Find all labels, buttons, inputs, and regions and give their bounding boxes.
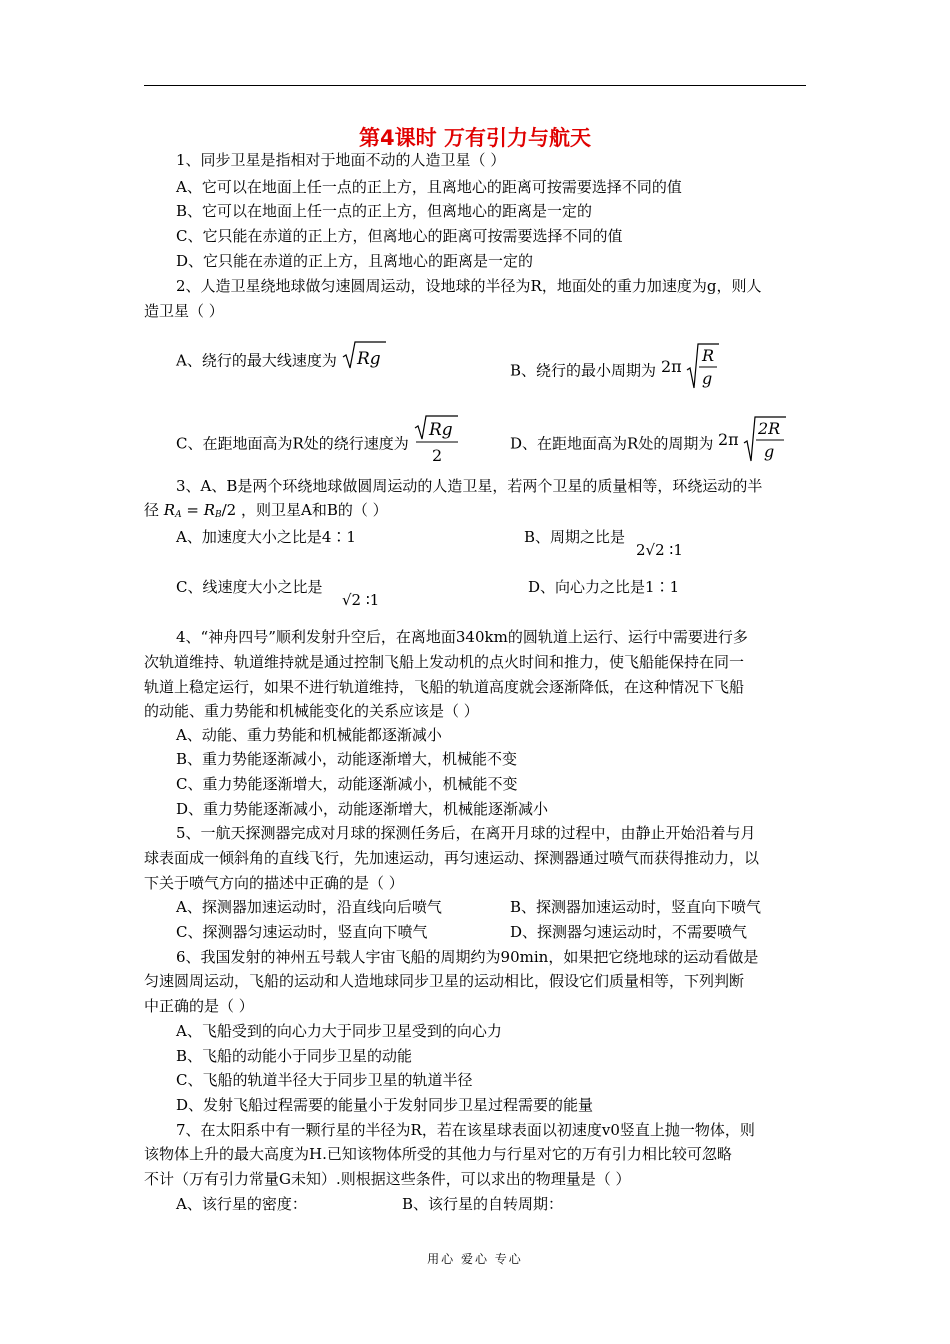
q6-option-b: B、飞船的动能小于同步卫星的动能 bbox=[176, 1047, 413, 1065]
denominator: g bbox=[701, 369, 713, 388]
q4-option-b: B、重力势能逐渐减小，动能逐渐增大，机械能不变 bbox=[176, 750, 518, 768]
q3-stem-line1: 3、A、B是两个环绕地球做圆周运动的人造卫星，若两个卫星的质量相等，环绕运动的半 bbox=[176, 477, 763, 495]
q5-option-b: B、探测器加速运动时，竖直向下喷气 bbox=[510, 898, 762, 916]
q1-option-d: D、它只能在赤道的正上方，且离地心的距离是一定的 bbox=[176, 252, 534, 270]
velocity-formula bbox=[414, 415, 460, 470]
q6-option-d: D、发射飞船过程需要的能量小于发射同步卫星过程需要的能量 bbox=[176, 1096, 594, 1114]
q6-option-a: A、飞船受到的向心力大于同步卫星受到的向心力 bbox=[176, 1022, 502, 1040]
q2-stem-line2: 造卫星（ ） bbox=[144, 302, 224, 320]
q5-stem-line2: 球表面成一倾斜角的直线飞行，先加速运动，再匀速运动、探测器通过喷气而获得推动力，以 bbox=[144, 849, 760, 867]
q4-option-c: C、重力势能逐渐增大，动能逐渐减小，机械能不变 bbox=[176, 775, 518, 793]
sqrt-content: Rg bbox=[356, 349, 381, 369]
q4-stem-line3: 轨道上稳定运行，如果不进行轨道维持，飞船的轨道高度就会逐渐降低，在这种情况下飞船 bbox=[144, 678, 745, 696]
period-formula bbox=[718, 415, 788, 470]
radical-sign-icon bbox=[414, 415, 460, 465]
denominator: g bbox=[764, 442, 775, 461]
numerator: 2R bbox=[758, 419, 781, 438]
q2-option-a-label: A、绕行的最大线速度为 bbox=[176, 351, 337, 370]
q6-stem-line2: 匀速圆周运动，飞船的运动和人造地球同步卫星的运动相比，假设它们质量相等，下列判断 bbox=[144, 972, 745, 990]
q4-stem-line1: 4、“神舟四号”顺利发射升空后，在离地面340km的圆轨道上运行、运行中需要进行多 bbox=[176, 628, 748, 646]
numerator: Rg bbox=[428, 420, 453, 440]
q5-option-d: D、探测器匀速运动时，不需要喷气 bbox=[510, 923, 748, 941]
q5-option-c: C、探测器匀速运动时，竖直向下喷气 bbox=[176, 923, 428, 941]
q3-option-a: A、加速度大小之比是4∶1 bbox=[176, 528, 356, 546]
radical-sign-icon bbox=[661, 342, 721, 392]
q5-stem-line3: 下关于喷气方向的描述中正确的是（ ） bbox=[144, 874, 404, 892]
q2-option-b-label: B、绕行的最小周期为 bbox=[510, 361, 657, 380]
q2-option-d-label: D、在距地面高为R处的周期为 bbox=[510, 434, 714, 453]
q3-option-b-value: 2√2 ∶1 bbox=[636, 541, 683, 559]
q1-option-c: C、它只能在赤道的正上方，但离地心的距离可按需要选择不同的值 bbox=[176, 227, 623, 245]
q7-option-b: B、该行星的自转周期： bbox=[402, 1195, 564, 1213]
q5-option-a: A、探测器加速运动时，沿直线向后喷气 bbox=[176, 898, 442, 916]
q3-stem-line2 bbox=[144, 500, 388, 525]
q5-stem-line1: 5、一航天探测器完成对月球的探测任务后，在离开月球的过程中，由静止开始沿着与月 bbox=[176, 824, 756, 842]
q1-option-b: B、它可以在地面上任一点的正上方，但离地心的距离是一定的 bbox=[176, 202, 593, 220]
q7-stem-line2: 该物体上升的最大高度为H.已知该物体所受的其他力与行星对它的万有引力相比较可忽略 bbox=[144, 1145, 732, 1163]
period-formula bbox=[661, 342, 721, 397]
q7-stem-line3: 不计（万有引力常量G未知）.则根据这些条件，可以求出的物理量是（ ） bbox=[144, 1170, 631, 1188]
page-footer: 用心 爱心 专心 bbox=[427, 1252, 523, 1266]
denominator: 2 bbox=[431, 446, 442, 465]
q3-option-b-label: B、周期之比是 bbox=[524, 528, 626, 546]
q3-option-c-label: C、线速度大小之比是 bbox=[176, 578, 323, 596]
q6-stem-line3: 中正确的是（ ） bbox=[144, 997, 254, 1015]
q3-radius-equation: $R_A = R_B/2$ bbox=[163, 501, 237, 520]
q7-option-a: A、该行星的密度： bbox=[176, 1195, 307, 1213]
q1-stem: 1、同步卫星是指相对于地面不动的人造卫星（ ） bbox=[176, 151, 506, 169]
header-rule bbox=[144, 85, 806, 86]
q7-stem-line1: 7、在太阳系中有一颗行星的半径为R，若在该星球表面以初速度v0竖直上抛一物体，则 bbox=[176, 1121, 755, 1139]
q6-option-c: C、飞船的轨道半径大于同步卫星的轨道半径 bbox=[176, 1071, 473, 1089]
q2-option-c-label: C、在距地面高为R处的绕行速度为 bbox=[176, 434, 409, 453]
radical-sign-icon bbox=[718, 415, 788, 465]
q3-option-d: D、向心力之比是1∶1 bbox=[528, 578, 680, 596]
coefficient: 2π bbox=[718, 430, 739, 449]
q4-option-a: A、动能、重力势能和机械能都逐渐减小 bbox=[176, 726, 442, 744]
q3-option-c-value: √2 ∶1 bbox=[342, 591, 380, 609]
page-title: 第4课时 万有引力与航天 bbox=[359, 126, 591, 150]
numerator: R bbox=[701, 346, 714, 365]
q6-stem-line1: 6、我国发射的神州五号载人宇宙飞船的周期约为90min，如果把它绕地球的运动看做是 bbox=[176, 948, 759, 966]
q2-option-b bbox=[510, 344, 721, 399]
q4-option-d: D、重力势能逐渐减小，动能逐渐增大，机械能逐渐减小 bbox=[176, 800, 549, 818]
q3-stem-suffix: ，则卫星A和B的（ ） bbox=[241, 501, 388, 519]
q2-option-d bbox=[510, 417, 788, 472]
coefficient: 2π bbox=[660, 357, 682, 376]
sqrt-expression bbox=[342, 340, 386, 375]
q2-option-c bbox=[176, 417, 460, 472]
q2-option-a bbox=[176, 344, 386, 379]
q2-stem-line1: 2、人造卫星绕地球做匀速圆周运动，设地球的半径为R，地面处的重力加速度为g，则人 bbox=[176, 277, 762, 295]
q3-stem-prefix: 径 bbox=[144, 501, 160, 519]
q4-stem-line2: 次轨道维持、轨道维持就是通过控制飞船上发动机的点火时间和推力，使飞船能保持在同一 bbox=[144, 653, 745, 671]
radical-sign-icon bbox=[342, 340, 386, 370]
q4-stem-line4: 的动能、重力势能和机械能变化的关系应该是（ ） bbox=[144, 702, 479, 720]
q1-option-a: A、它可以在地面上任一点的正上方，且离地心的距离可按需要选择不同的值 bbox=[176, 178, 682, 196]
